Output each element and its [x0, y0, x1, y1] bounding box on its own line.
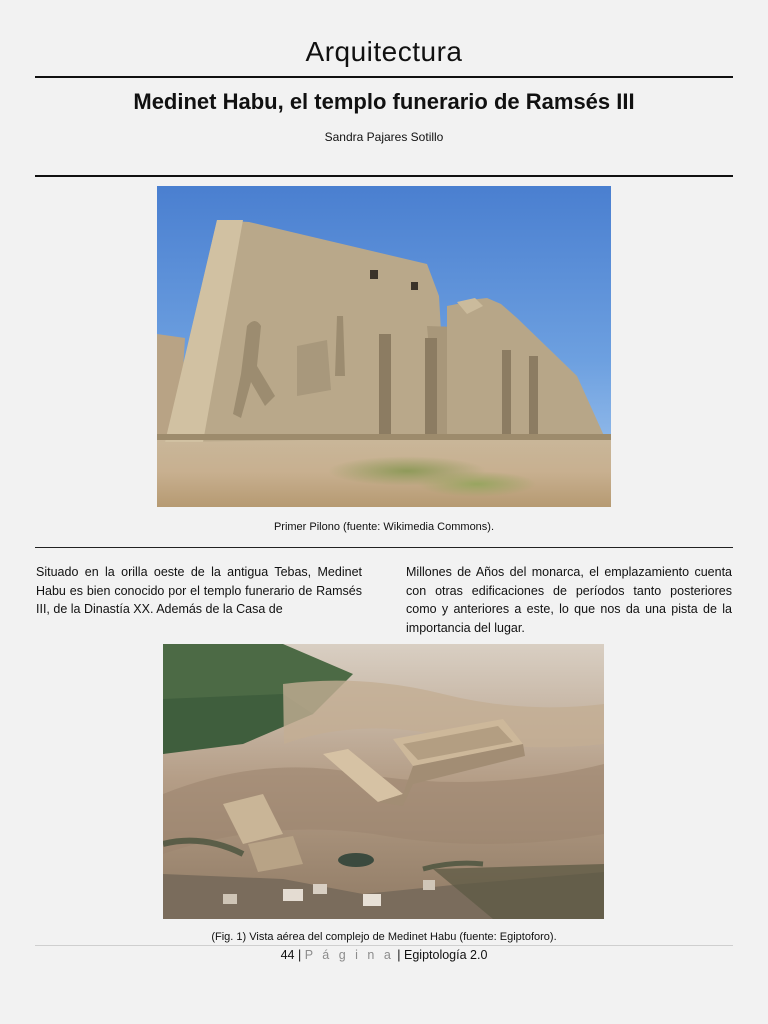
pylon-photo-caption: Primer Pilono (fuente: Wikimedia Commons). — [273, 521, 495, 533]
page-number: 44 — [280, 948, 295, 962]
footer-separator: | — [297, 948, 305, 962]
title-rule — [35, 175, 733, 177]
aerial-photo-caption: (Fig. 1) Vista aérea del complejo de Medinet Habu (fuente: Egiptoforo). — [211, 931, 557, 943]
publication-name: Egiptología 2.0 — [404, 948, 488, 962]
pylon-photo — [157, 186, 611, 507]
aerial-photo — [163, 644, 604, 919]
page-word: P á g i n a — [304, 948, 394, 962]
footer-rule — [35, 945, 733, 946]
section-divider — [35, 539, 733, 548]
page-footer — [0, 948, 768, 962]
body-column-right: Millones de Años del monarca, el emplazamiento cuenta con otras edificaciones de períodos tanto posteriores como y anteriores a este, lo que nos da una pista de la importancia del lugar. — [406, 565, 732, 635]
section-title: Arquitectura — [305, 36, 463, 67]
section-rule — [35, 76, 733, 78]
footer-separator: | — [397, 948, 404, 962]
body-column-left: Situado en la orilla oeste de la antigua Tebas, Medinet Habu es bien conocido por el templo funerario de Ramsés III, de la Dinastía XX. Además de la Casa de — [36, 565, 362, 616]
article-author: Sandra Pajares Sotillo — [324, 130, 444, 144]
article-title: Medinet Habu, el templo funerario de Ramsés III — [133, 89, 635, 114]
